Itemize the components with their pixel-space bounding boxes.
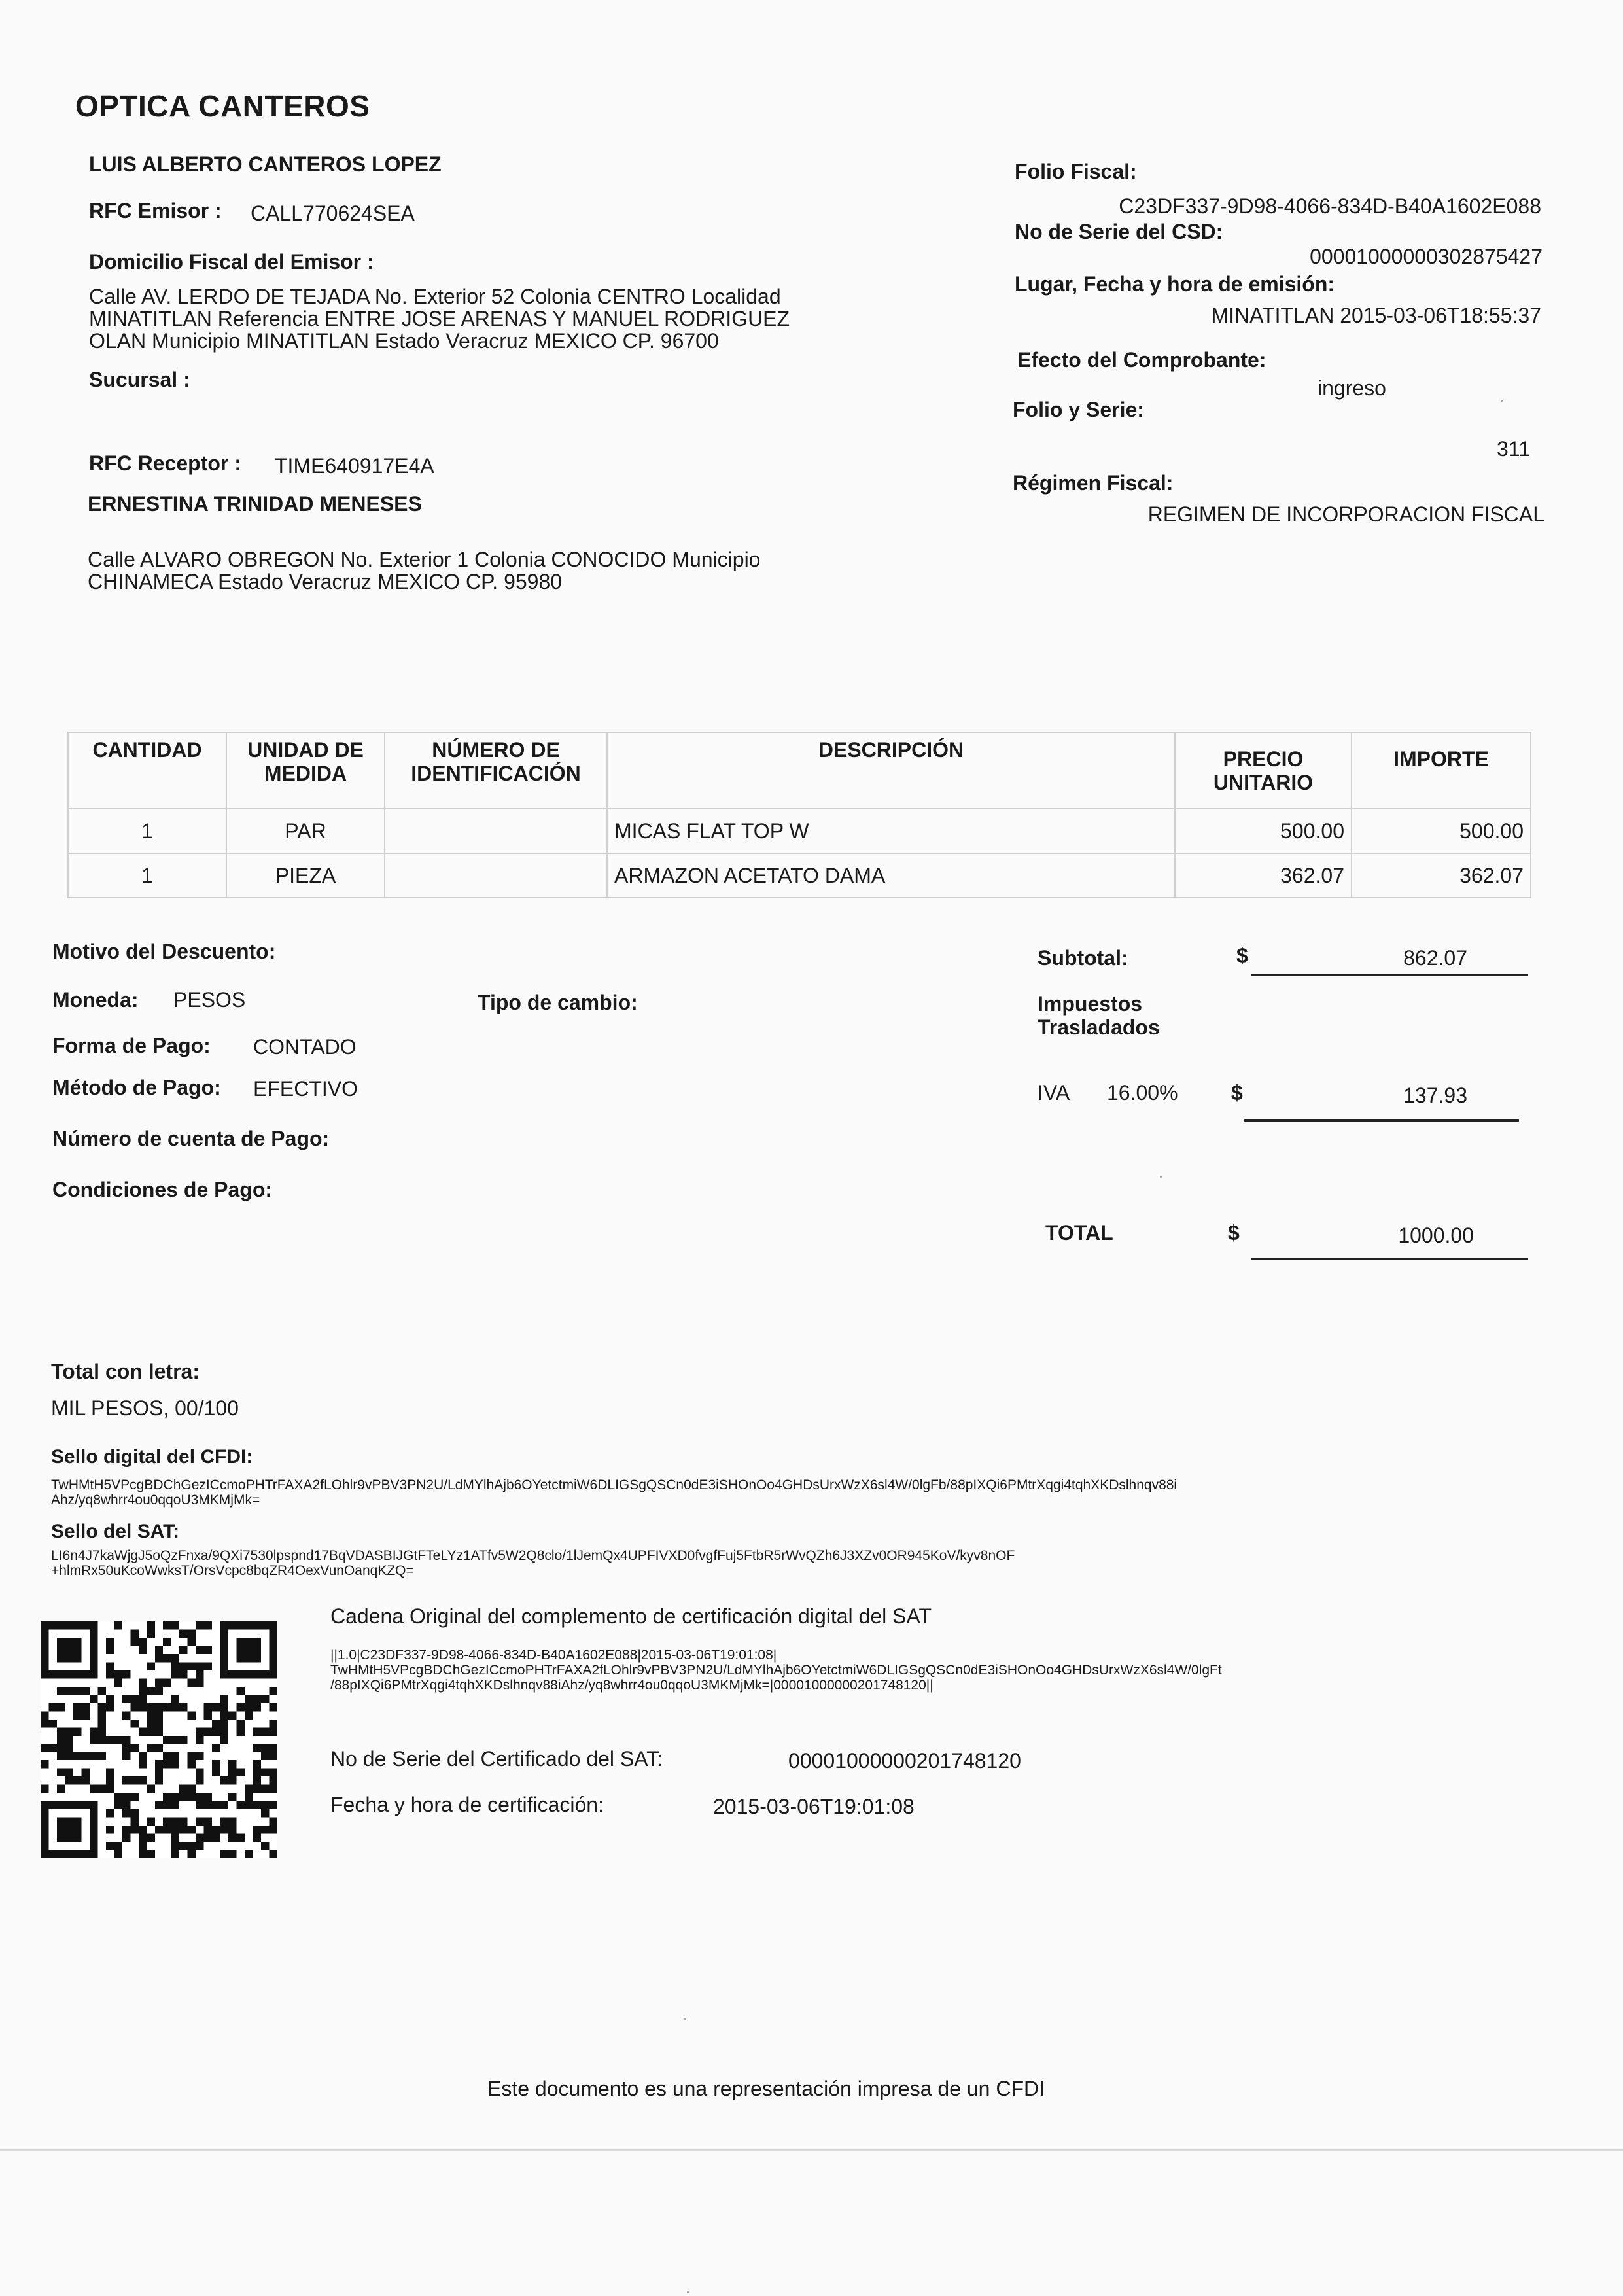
cell-cantidad: 1 — [68, 809, 226, 853]
table-row — [68, 809, 1531, 853]
header-numero-line: IDENTIFICACIÓN — [411, 762, 581, 785]
footer-note: Este documento es una representación impresa de un CFDI — [487, 2077, 1045, 2100]
iva-rate: 16.00% — [1107, 1081, 1178, 1104]
cell-precio: 500.00 — [1175, 809, 1352, 853]
header-importe: IMPORTE — [1352, 732, 1531, 809]
emisor-domicilio-label: Domicilio Fiscal del Emisor : — [89, 250, 374, 274]
total-underline — [1251, 1258, 1528, 1260]
serie-csd-label: No de Serie del CSD: — [1015, 220, 1223, 243]
lugar-fecha-label: Lugar, Fecha y hora de emisión: — [1015, 272, 1335, 296]
total-letra-label: Total con letra: — [51, 1360, 200, 1383]
header-precio-line: UNITARIO — [1213, 771, 1314, 794]
header-numero-line: NÚMERO DE — [432, 738, 560, 762]
cell-descripcion: ARMAZON ACETATO DAMA — [607, 853, 1175, 898]
sello-sat-line: LI6n4J7kaWjgJ5oQzFnxa/9QXi7530lpspnd17BqVDASBIJGtFTeLYz1ATfv5W2Q8clo/1lJemQx4UPFIVXD0fvgfFuj5FtbR5rWvQZh6J3XZv0OR945KoV/kyv8nOF — [51, 1548, 1015, 1563]
emisor-name: LUIS ALBERTO CANTEROS LOPEZ — [89, 152, 442, 176]
certificado-fecha-value: 2015-03-06T19:01:08 — [713, 1795, 915, 1818]
sello-cfdi-line: Ahz/yq8whrr4ou0qqoU3MKMjMk= — [51, 1492, 260, 1508]
certificado-fecha-label: Fecha y hora de certificación: — [330, 1793, 604, 1816]
impuestos-label — [1038, 992, 1160, 1039]
table-row — [68, 853, 1531, 898]
company-name: OPTICA CANTEROS — [75, 89, 370, 123]
folio-serie-label: Folio y Serie: — [1013, 398, 1144, 421]
header-cantidad: CANTIDAD — [68, 732, 226, 809]
emisor-address-line: Calle AV. LERDO DE TEJADA No. Exterior 52 Colonia CENTRO Localidad — [89, 285, 781, 308]
total-currency: $ — [1228, 1221, 1240, 1245]
condiciones-pago-label: Condiciones de Pago: — [52, 1178, 273, 1201]
header-precio-line: PRECIO — [1223, 747, 1304, 771]
regimen-label: Régimen Fiscal: — [1013, 471, 1174, 495]
lugar-fecha-value: MINATITLAN 2015-03-06T18:55:37 — [1211, 304, 1541, 327]
iva-underline — [1244, 1119, 1519, 1122]
forma-pago-label: Forma de Pago: — [52, 1034, 211, 1057]
receptor-rfc-label: RFC Receptor : — [89, 451, 241, 475]
sello-sat-label: Sello del SAT: — [51, 1521, 180, 1542]
efecto-label: Efecto del Comprobante: — [1017, 348, 1266, 372]
moneda-label: Moneda: — [52, 988, 139, 1012]
cadena-title: Cadena Original del complemento de certificación digital del SAT — [330, 1604, 932, 1628]
cell-precio: 362.07 — [1175, 853, 1352, 898]
emisor-address-line: MINATITLAN Referencia ENTRE JOSE ARENAS Y MANUEL RODRIGUEZ — [89, 307, 790, 330]
cell-numero — [385, 809, 607, 853]
metodo-pago-value: EFECTIVO — [253, 1077, 358, 1101]
certificado-serie-label: No de Serie del Certificado del SAT: — [330, 1747, 663, 1771]
page-bottom-rule — [0, 2149, 1623, 2151]
motivo-descuento-label: Motivo del Descuento: — [52, 940, 276, 963]
cuenta-pago-label: Número de cuenta de Pago: — [52, 1127, 330, 1150]
total-label: TOTAL — [1045, 1221, 1113, 1245]
subtotal-value: 862.07 — [1403, 946, 1467, 970]
cell-descripcion: MICAS FLAT TOP W — [607, 809, 1175, 853]
moneda-value: PESOS — [173, 988, 246, 1012]
emisor-address — [89, 285, 790, 352]
receptor-address-line: CHINAMECA Estado Veracruz MEXICO CP. 95980 — [88, 570, 563, 593]
certificado-serie-value: 00001000000201748120 — [788, 1749, 1021, 1773]
header-unidad-line: UNIDAD DE — [247, 738, 364, 762]
subtotal-label: Subtotal: — [1038, 946, 1128, 970]
cadena-line: ||1.0|C23DF337-9D98-4066-834D-B40A1602E088|2015-03-06T19:01:08| — [330, 1648, 777, 1663]
folio-fiscal-label: Folio Fiscal: — [1015, 160, 1137, 183]
scan-speck — [1501, 400, 1503, 402]
iva-label: IVA — [1038, 1081, 1070, 1104]
total-letra-value: MIL PESOS, 00/100 — [51, 1396, 239, 1420]
cadena-line: TwHMtH5VPcgBDChGezICcmoPHTrFAXA2fLOhlr9vPBV3PN2U/LdMYlhAjb6OYetctmiW6DLIGSgQSCn0dE3iSHOnOo4GHDsUrxWzX6sl4W/0lgFt — [330, 1663, 1222, 1678]
header-descripcion: DESCRIPCIÓN — [607, 732, 1175, 809]
cadena-line: /88pIXQi6PMtrXqgi4tqhXKDslhnqv88iAhz/yq8whrr4ou0qqoU3MKMjMk=|00001000000201748120|| — [330, 1678, 934, 1693]
serie-csd-value: 00001000000302875427 — [1310, 245, 1543, 268]
scan-speck — [1160, 1176, 1162, 1178]
header-unidad — [226, 732, 385, 809]
cell-importe: 362.07 — [1352, 853, 1531, 898]
sello-sat-line: +hlmRx50uKcoWwksT/OrsVcpc8bqZR4OexVunOanqKZQ= — [51, 1563, 414, 1578]
scan-speck — [687, 2291, 689, 2293]
emisor-rfc-value: CALL770624SEA — [251, 202, 415, 225]
regimen-value: REGIMEN DE INCORPORACION FISCAL — [1147, 503, 1544, 526]
items-table — [67, 732, 1531, 898]
iva-currency: $ — [1231, 1081, 1243, 1104]
impuestos-label-line: Impuestos — [1038, 992, 1143, 1016]
impuestos-label-line: Trasladados — [1038, 1016, 1160, 1039]
cadena-value — [330, 1648, 1547, 1693]
forma-pago-value: CONTADO — [253, 1035, 357, 1059]
emisor-address-line: OLAN Municipio MINATITLAN Estado Veracruz MEXICO CP. 96700 — [89, 329, 719, 353]
table-header-row — [68, 732, 1531, 809]
qr-code-image — [41, 1621, 277, 1858]
total-value: 1000.00 — [1398, 1224, 1474, 1247]
sucursal-label: Sucursal : — [89, 368, 190, 391]
sello-sat-value — [51, 1548, 1569, 1578]
cell-unidad: PAR — [226, 809, 385, 853]
receptor-address-line: Calle ALVARO OBREGON No. Exterior 1 Colonia CONOCIDO Municipio — [88, 548, 761, 571]
metodo-pago-label: Método de Pago: — [52, 1076, 221, 1099]
cell-unidad: PIEZA — [226, 853, 385, 898]
scan-speck — [684, 2018, 686, 2020]
receptor-name: ERNESTINA TRINIDAD MENESES — [88, 492, 422, 516]
sello-cfdi-line: TwHMtH5VPcgBDChGezICcmoPHTrFAXA2fLOhlr9vPBV3PN2U/LdMYlhAjb6OYetctmiW6DLIGSgQSCn0dE3iSHOnOo4GHDsUrxWzX6sl4W/0lgFb/88pIXQi6PMtrXqgi4tqhXKDslhnqv88i — [51, 1477, 1178, 1492]
subtotal-currency: $ — [1236, 944, 1248, 967]
receptor-address — [88, 548, 760, 593]
cell-numero — [385, 853, 607, 898]
header-unidad-line: MEDIDA — [264, 762, 347, 785]
sello-cfdi-value — [51, 1477, 1569, 1508]
sello-cfdi-label: Sello digital del CFDI: — [51, 1446, 253, 1468]
receptor-rfc-value: TIME640917E4A — [275, 454, 434, 478]
folio-fiscal-value: C23DF337-9D98-4066-834D-B40A1602E088 — [1119, 194, 1541, 218]
tipo-cambio-label: Tipo de cambio: — [478, 991, 638, 1014]
cell-cantidad: 1 — [68, 853, 226, 898]
efecto-value: ingreso — [1318, 376, 1386, 400]
emisor-rfc-label: RFC Emisor : — [89, 199, 222, 222]
subtotal-underline — [1251, 974, 1528, 976]
header-numero — [385, 732, 607, 809]
folio-serie-value: 311 — [1496, 437, 1530, 461]
iva-value: 137.93 — [1403, 1084, 1467, 1107]
cell-importe: 500.00 — [1352, 809, 1531, 853]
header-precio — [1175, 732, 1352, 809]
